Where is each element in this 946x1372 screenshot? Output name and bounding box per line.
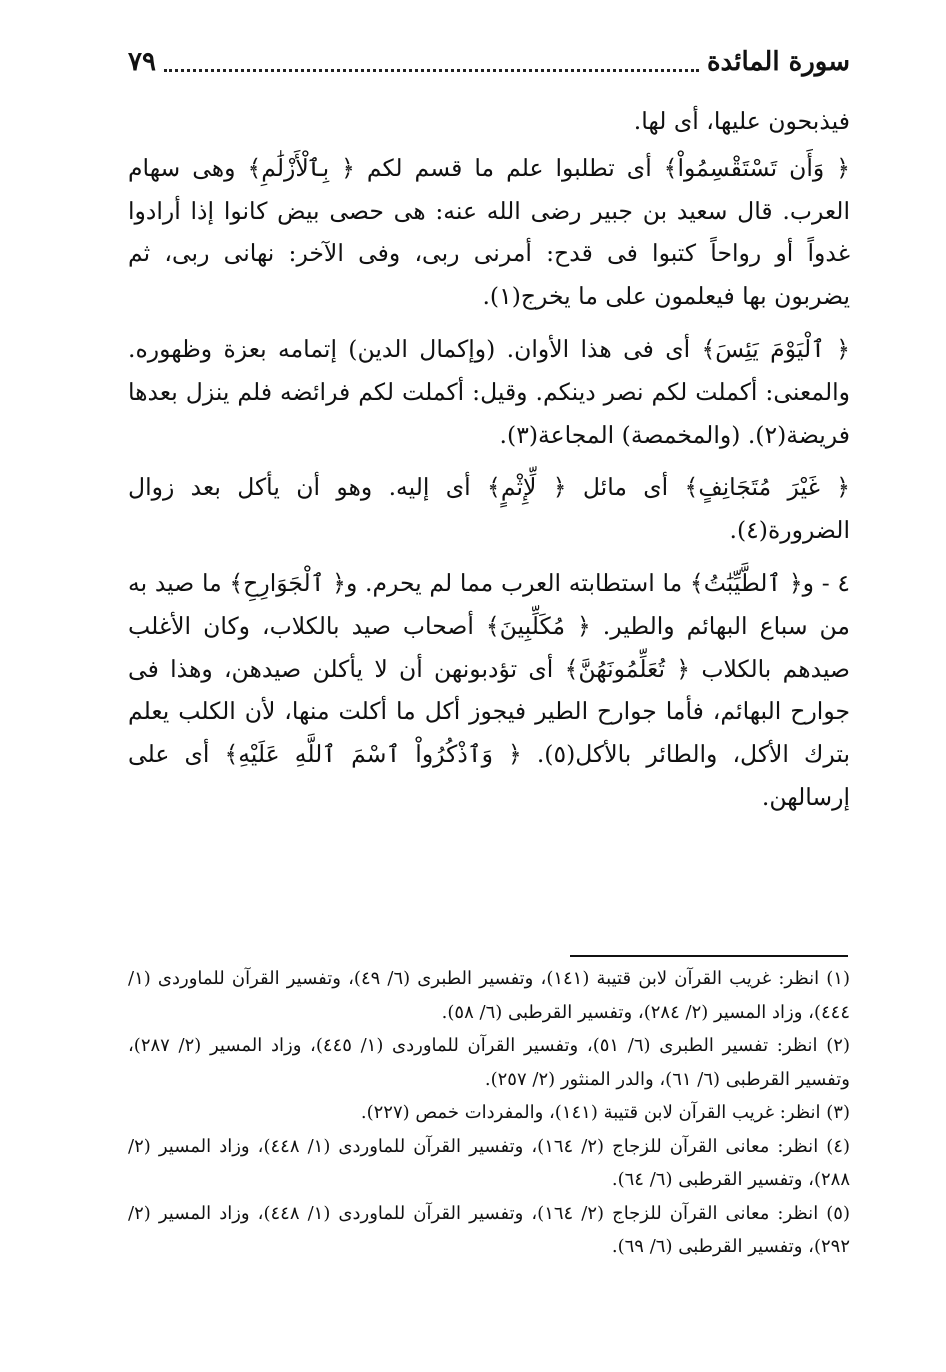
- footnote: (٤) انظر: معانى القرآن للزجاج (٢/ ١٦٤)، وتفسير القرآن للماوردى (١/ ٤٤٨)، وزاد المسير (٢/ ٢٨٨)، وتفسير القرطبى (٦/ ٦٤).: [128, 1135, 850, 1190]
- footnote-separator: [570, 955, 848, 957]
- footnote: (٣) انظر: غريب القرآن لابن قتيبة (١٤١)، والمفردات خمص (٢٢٧).: [360, 1102, 850, 1123]
- main-text: [128, 100, 850, 829]
- running-header: [128, 40, 850, 84]
- paragraph: ﴿ غَيْرَ مُتَجَانِفٍ﴾ أى مائل ﴿ لِّإِثْمٍ﴾ أى إليه. وهو أن يأكل بعد زوال الضرورة(٤).: [128, 473, 850, 545]
- paragraph: فيذبحون عليها، أى لها.: [633, 107, 850, 135]
- leader-dots: [164, 65, 699, 72]
- paragraph: ﴿ ٱلْيَوْمَ يَئِسَ﴾ أى فى هذا الأوان. (وإكمال الدين) إتمامه بعزة وظهوره. والمعنى: أكملت لكم نصر دينكم. وقيل: أكملت لكم فرائضه فلم ينزل بعدها فريضة(٢). (والمخمصة) المجاعة(٣).: [128, 334, 850, 449]
- surah-title: سورة المائدة: [706, 47, 850, 77]
- paragraph: ٤ - و﴿ ٱلطَّيِّبَٰتُ﴾ ما استطابته العرب مما لم يحرم. و﴿ ٱلْجَوَارِحِ﴾ ما صيد به من سباع البهائم والطير. ﴿ مُكَلِّبِينَ﴾ أصحاب صيد بالكلاب، وكان الأغلب صيدهم بالكلاب ﴿ تُعَلِّمُونَهُنَّ﴾ أى تؤدبونهن أن لا يأكلن صيدهن، وهذا فى جوارح البهائم، فأما جوارح الطير فيجوز أكل ما أكلت منها، لأن الكلب يعلم بترك الأكل، والطائر بالأكل(٥). ﴿ وَٱذْكُرُواْ ٱسْمَ ٱللَّهِ عَلَيْهِ﴾ أى على إرسالهن.: [128, 568, 850, 811]
- footnote: (١) انظر: غريب القرآن لابن قتيبة (١٤١)، وتفسير الطبرى (٦/ ٤٩)، وتفسير القرآن للماوردى (١/ ٤٤٤)، وزاد المسير (٢/ ٢٨٤)، وتفسير القرطبى (٦/ ٥٨).: [128, 968, 850, 1023]
- page-number: ٧٩: [128, 47, 156, 77]
- footnote: (٥) انظر: معانى القرآن للزجاج (٢/ ١٦٤)، وتفسير القرآن للماوردى (١/ ٤٤٨)، وزاد المسير (٢/ ٢٩٢)، وتفسير القرطبى (٦/ ٦٩).: [128, 1202, 850, 1257]
- footnotes: [128, 962, 850, 1264]
- footnote: (٢) انظر: تفسير الطبرى (٦/ ٥١)، وتفسير القرآن للماوردى (١/ ٤٤٥)، وزاد المسير (٢/ ٢٨٧)، وتفسير القرطبى (٦/ ٦١)، والدر المنثور (٢/ ٢٥٧).: [128, 1035, 850, 1090]
- paragraph: ﴿ وَأَن تَسْتَقْسِمُواْ﴾ أى تطلبوا علم ما قسم لكم ﴿ بِٱلْأَزْلَٰمِ﴾ وهى سهام العرب. قال سعيد بن جبير رضى الله عنه: هى حصى بيض كانوا إذا أرادوا غدواً أو رواحاً كتبوا فى قدح: أمرنى ربى، وفى الآخر: نهانى ربى، ثم يضربون بها فيعلمون على ما يخرج(١).: [128, 153, 850, 311]
